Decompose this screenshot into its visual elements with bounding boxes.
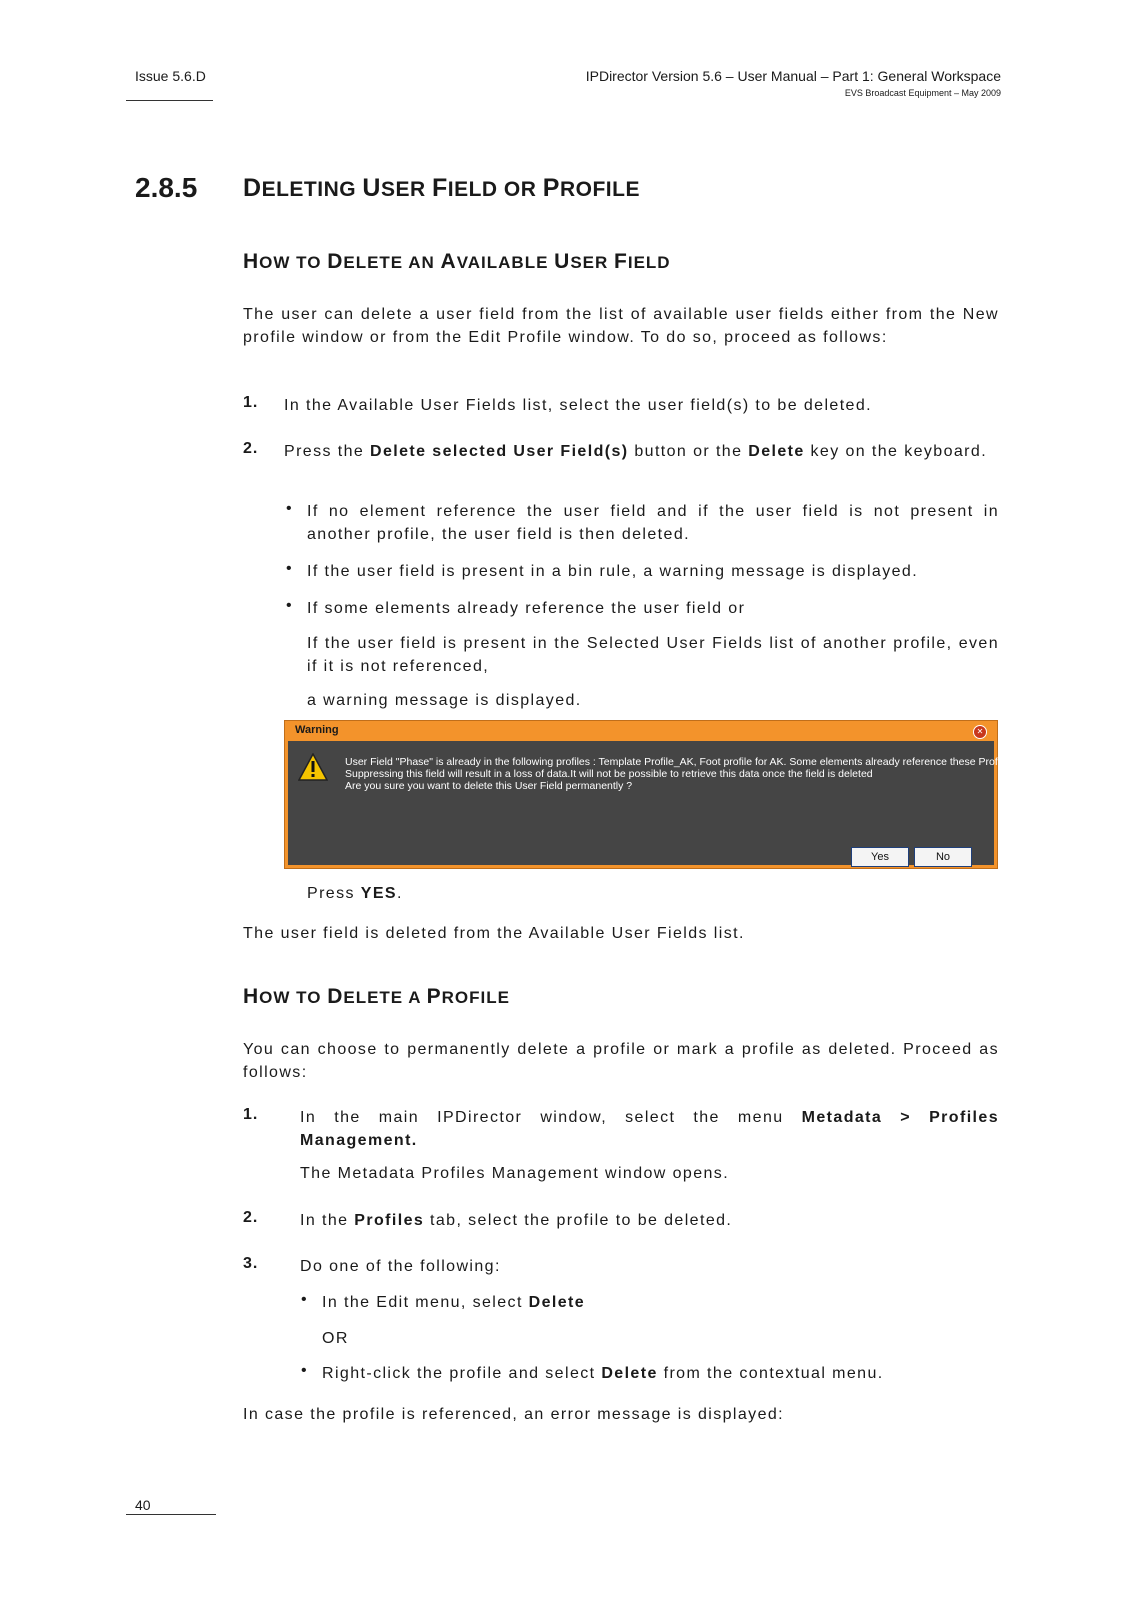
result-text: The user field is deleted from the Available User Fields list.	[243, 925, 745, 942]
bullet-text: If some elements already reference the user field or	[307, 600, 746, 617]
section-title: DELETING USER FIELD OR PROFILE	[243, 174, 640, 202]
dialog-body	[288, 741, 1017, 865]
bullet-continuation: a warning message is displayed.	[307, 692, 582, 709]
closing-text: In case the profile is referenced, an error message is displayed:	[243, 1406, 785, 1423]
bullet-continuation: If the user field is present in the Selected User Fields list of another profile, even if it is not referenced,	[307, 635, 999, 675]
document-subtitle: EVS Broadcast Equipment – May 2009	[844, 88, 1001, 98]
bullet-icon: •	[286, 597, 292, 614]
step-text: In the main IPDirector window, select the menu Metadata > Profiles Management.	[300, 1109, 999, 1149]
step-text: In the Profiles tab, select the profile to be deleted.	[300, 1212, 733, 1229]
dialog-title: Warning	[295, 724, 339, 736]
bullet-text: In the Edit menu, select Delete	[322, 1294, 586, 1311]
subsection-title-delete-profile: HOW TO DELETE A PROFILE	[243, 985, 510, 1008]
press-yes-text: Press YES.	[307, 885, 403, 902]
no-button[interactable]: No	[914, 847, 972, 867]
step-number: 1.	[243, 394, 259, 411]
step-number: 1.	[243, 1106, 259, 1123]
bullet-text: If no element reference the user field and if the user field is not present in another profile, the user field is then deleted.	[307, 503, 999, 543]
step-text: Do one of the following:	[300, 1258, 501, 1275]
bullet-text: Right-click the profile and select Delete from the contextual menu.	[322, 1365, 884, 1382]
subsection-title-delete-field: HOW TO DELETE AN AVAILABLE USER FIELD	[243, 250, 671, 273]
or-text: OR	[322, 1330, 349, 1347]
step-number: 2.	[243, 1209, 259, 1226]
dialog-message: User Field "Phase" is already in the following profiles : Template Profile_AK, Foot profile for AK. Some elements already reference these Profiles. Suppressing this field will result in a loss of data.It will not be possible to retrieve this data once the field is deleted Are you sure you want to delete this User Field permanently ?	[345, 756, 1017, 792]
header-divider	[126, 100, 213, 101]
bullet-text: If the user field is present in a bin rule, a warning message is displayed.	[307, 563, 919, 580]
page-number: 40	[135, 1497, 151, 1513]
step-text: Press the Delete selected User Field(s) button or the Delete key on the keyboard.	[284, 443, 988, 460]
warning-dialog	[284, 720, 1017, 869]
intro-paragraph: The user can delete a user field from the list of available user fields either from the New profile window or from the Edit Profile window. To do so, proceed as follows:	[243, 306, 999, 346]
step-number: 2.	[243, 440, 259, 457]
step-note: The Metadata Profiles Management window opens.	[300, 1165, 730, 1182]
bullet-icon: •	[301, 1362, 307, 1379]
close-icon[interactable]: ✕	[973, 725, 987, 739]
step-number: 3.	[243, 1255, 259, 1272]
intro-paragraph: You can choose to permanently delete a profile or mark a profile as deleted. Proceed as follows:	[243, 1041, 999, 1081]
yes-button[interactable]: Yes	[851, 847, 909, 867]
section-number: 2.8.5	[135, 172, 198, 203]
footer-divider	[126, 1514, 216, 1515]
step-text: In the Available User Fields list, select the user field(s) to be deleted.	[284, 397, 872, 414]
warning-icon	[298, 753, 328, 781]
bullet-icon: •	[301, 1291, 307, 1308]
bullet-icon: •	[286, 500, 292, 517]
issue-label: Issue 5.6.D	[135, 68, 206, 84]
document-title: IPDirector Version 5.6 – User Manual – Part 1: General Workspace	[585, 68, 1001, 84]
bullet-icon: •	[286, 560, 292, 577]
